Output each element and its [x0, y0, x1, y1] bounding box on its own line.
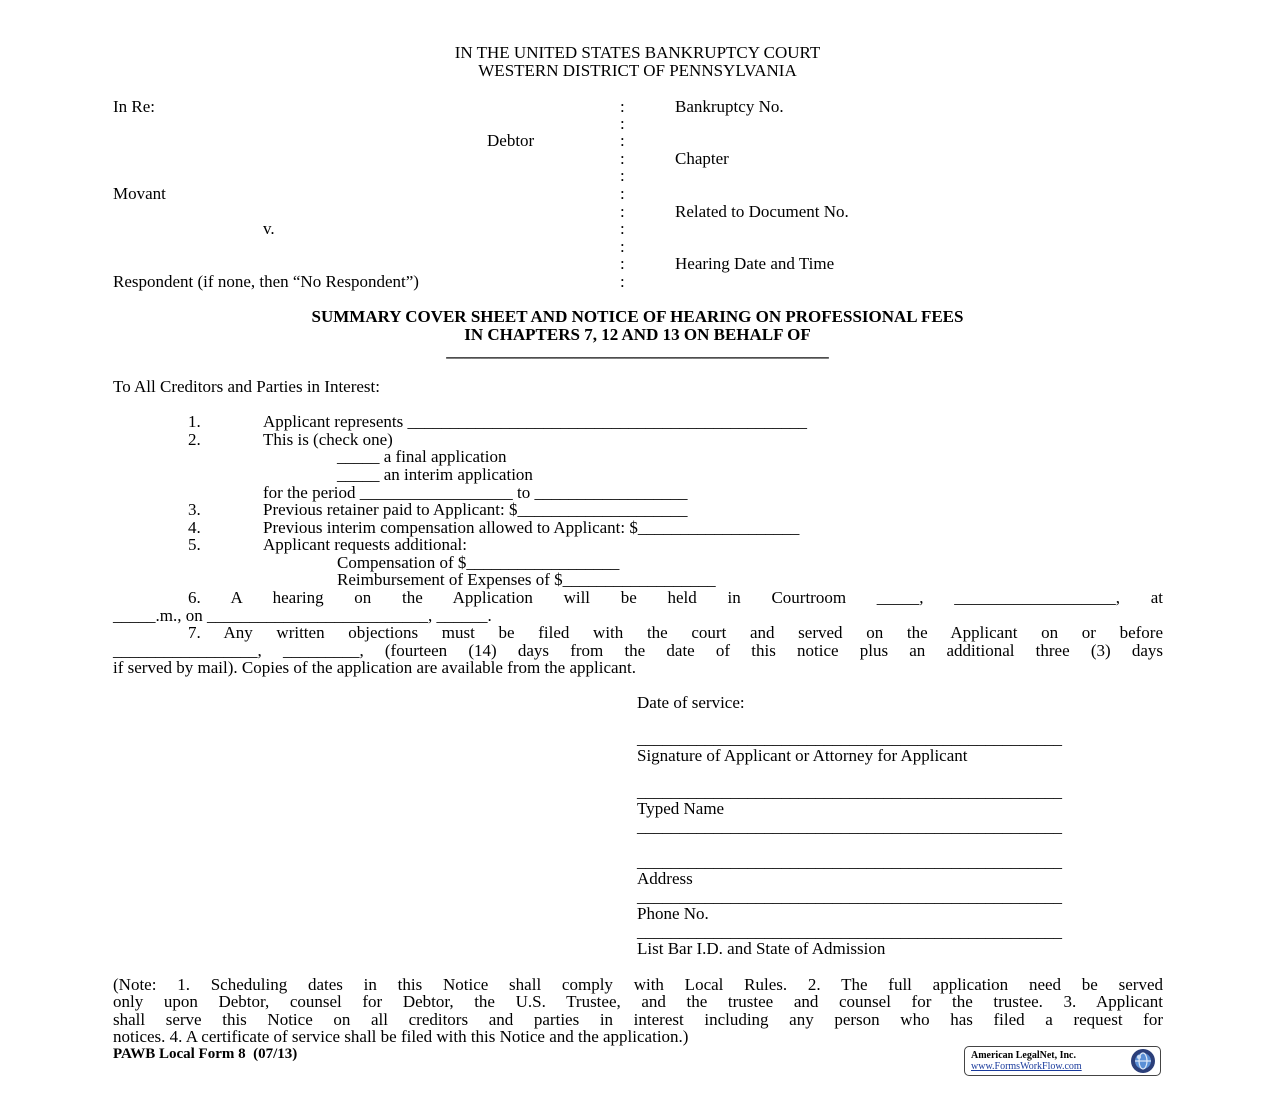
bar-id-line: __________________________________________________ [637, 922, 1062, 941]
item-number: 1. [188, 412, 201, 431]
caption-colon: : [620, 114, 625, 133]
signature-line: __________________________________________________ [637, 729, 1062, 748]
item-check-one: This is (check one) [263, 430, 393, 449]
phone-line: __________________________________________________ [637, 887, 1062, 906]
caption-colon: : [620, 254, 625, 273]
court-name: IN THE UNITED STATES BANKRUPTCY COURT [454, 43, 821, 62]
chapter-label: Chapter [675, 149, 729, 168]
signature-label: Signature of Applicant or Attorney for Applicant [637, 746, 968, 765]
item-objections-line1: 7. Any written objections must be filed with the court and served on the Applicant on or before [188, 623, 1163, 642]
form-identifier: PAWB Local Form 8 (07/13) [113, 1046, 298, 1062]
versus-label: v. [263, 219, 275, 238]
item-number: 5. [188, 535, 201, 554]
item-number: 3. [188, 500, 201, 519]
american-legalnet-logo [964, 1046, 1161, 1076]
note-line2: only upon Debtor, counsel for Debtor, the U.S. Trustee, and the trustee and counsel for the trustee. 3. Applicant [113, 992, 1163, 1011]
note-line3: shall serve this Notice on all creditors and parties in interest including any person who has filed a request for [113, 1010, 1163, 1029]
caption-colon: : [620, 219, 625, 238]
item-hearing-line2: _____.m., on __________________________, ______. [113, 606, 492, 625]
respondent-label: Respondent (if none, then “No Respondent”) [113, 272, 419, 291]
item-previous-retainer: Previous retainer paid to Applicant: $____________________ [263, 500, 688, 519]
item-objections-line2: _________________, _________, (fourteen (14) days from the date of this notice plus an additional three (3) days [113, 641, 1163, 660]
item-period: for the period __________________ to __________________ [263, 483, 688, 502]
caption-colon: : [620, 272, 625, 291]
caption-colon: : [620, 149, 625, 168]
hearing-date-label: Hearing Date and Time [675, 254, 835, 273]
caption-colon: : [620, 166, 625, 185]
logo-url-link[interactable]: www.FormsWorkFlow.com [971, 1061, 1082, 1072]
bar-id-label: List Bar I.D. and State of Admission [637, 939, 886, 958]
in-re-label: In Re: [113, 97, 156, 116]
item-applicant-represents: Applicant represents _______________________________________________ [263, 412, 807, 431]
district-name: WESTERN DISTRICT OF PENNSYLVANIA [478, 61, 797, 80]
item-number: 2. [188, 430, 201, 449]
caption-colon: : [620, 202, 625, 221]
note-line1: (Note: 1. Scheduling dates in this Notice shall comply with Local Rules. 2. The full application need be served [113, 975, 1163, 994]
phone-label: Phone No. [637, 904, 709, 923]
caption-colon: : [620, 131, 625, 150]
item-objections-line3: if served by mail). Copies of the application are available from the applicant. [113, 658, 637, 677]
note-line4: notices. 4. A certificate of service shall be filed with this Notice and the application.) [113, 1027, 689, 1046]
address-label: Address [637, 869, 693, 888]
item-requests-additional: Applicant requests additional: [263, 535, 467, 554]
document-title-line2: IN CHAPTERS 7, 12 AND 13 ON BEHALF OF [464, 325, 811, 344]
bankruptcy-no-label: Bankruptcy No. [675, 97, 784, 116]
item-hearing-line1: 6. A hearing on the Application will be held in Courtroom _____, ___________________, at [188, 588, 1163, 607]
caption-colon: : [620, 97, 625, 116]
document-title: SUMMARY COVER SHEET AND NOTICE OF HEARING ON PROFESSIONAL FEES [311, 307, 964, 326]
related-document-label: Related to Document No. [675, 202, 849, 221]
address-line-2: __________________________________________________ [637, 852, 1062, 871]
item-reimbursement: Reimbursement of Expenses of $__________________ [337, 570, 716, 589]
typed-name-line: __________________________________________________ [637, 782, 1062, 801]
salutation: To All Creditors and Parties in Interest: [113, 377, 380, 396]
caption-colon: : [620, 237, 625, 256]
typed-name-label: Typed Name [637, 799, 725, 818]
applicant-blank: _____________________________________________ [446, 341, 829, 360]
item-interim-compensation: Previous interim compensation allowed to Applicant: $___________________ [263, 518, 800, 537]
address-line-1: __________________________________________________ [637, 817, 1062, 836]
globe-icon [1130, 1048, 1156, 1074]
item-compensation: Compensation of $__________________ [337, 553, 620, 572]
movant-label: Movant [113, 184, 166, 203]
option-interim-application: _____ an interim application [337, 465, 533, 484]
caption-colon: : [620, 184, 625, 203]
item-number: 4. [188, 518, 201, 537]
logo-company-name: American LegalNet, Inc. [971, 1050, 1076, 1061]
date-of-service-label: Date of service: [637, 693, 745, 712]
option-final-application: _____ a final application [337, 447, 507, 466]
debtor-label: Debtor [487, 131, 535, 150]
